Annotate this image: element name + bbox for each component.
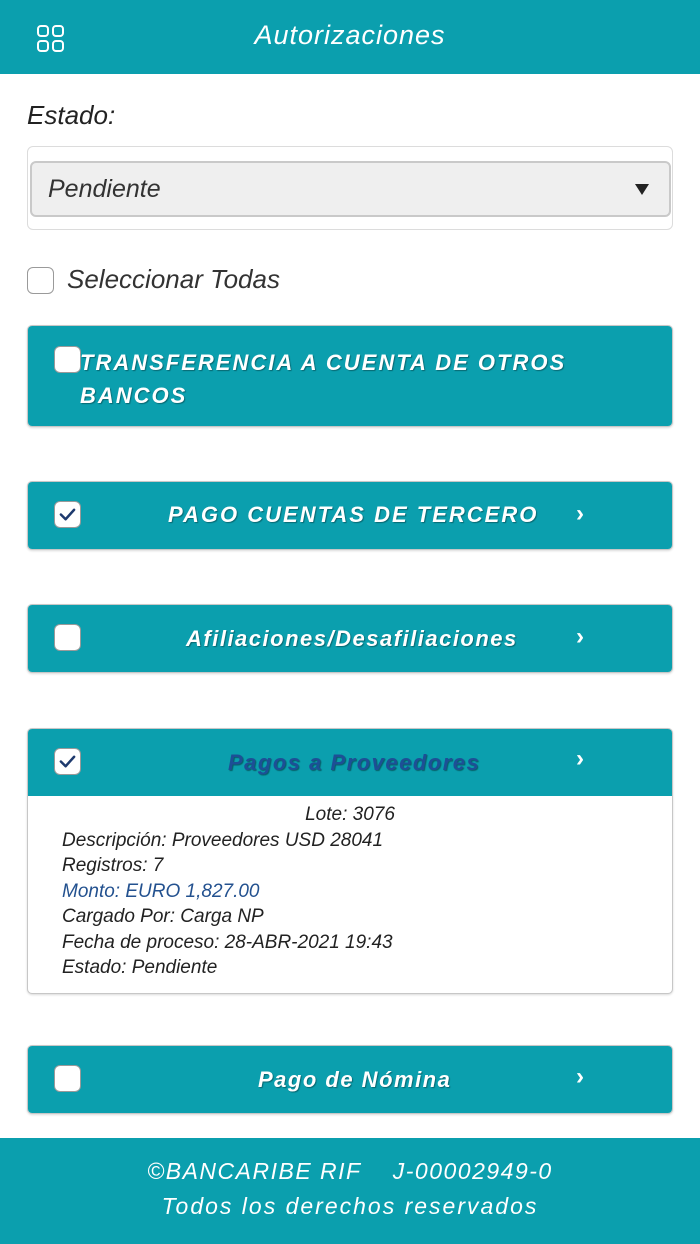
checkmark-icon: [58, 752, 77, 771]
group-checkbox-afiliaciones[interactable]: [54, 624, 81, 651]
group-header-afiliaciones[interactable]: [28, 605, 672, 672]
group-card-afiliaciones: [27, 604, 673, 673]
app-header: [0, 0, 700, 74]
chevron-right-icon[interactable]: ›: [576, 1063, 584, 1090]
lote-descripcion: Descripción: Proveedores USD 28041: [62, 829, 384, 851]
page-title: Autorizaciones: [254, 20, 446, 50]
estado-select-container: [27, 146, 673, 230]
lote-fecha: Fecha de proceso: 28-ABR-2021 19:43: [62, 931, 393, 953]
group-header-nomina[interactable]: [28, 1046, 672, 1113]
lote-registros: Registros: 7: [62, 855, 164, 876]
group-card-transferencia: [27, 325, 673, 427]
select-all-checkbox[interactable]: [27, 267, 54, 294]
estado-label: Estado:: [27, 100, 116, 130]
group-header-pago-tercero[interactable]: [28, 482, 672, 549]
group-card-pago-tercero: [27, 481, 673, 550]
group-title-transferencia: TRANSFERENCIA A CUENTA DE OTROS BANCOS: [80, 350, 567, 408]
estado-select[interactable]: [30, 161, 671, 217]
lote-cargado-por: Cargado Por: Carga NP: [62, 906, 264, 927]
group-checkbox-pago-tercero[interactable]: [54, 501, 81, 528]
chevron-right-icon[interactable]: ›: [576, 500, 584, 527]
footer-rights: Todos los derechos reservados: [161, 1193, 539, 1219]
lote-estado: Estado: Pendiente: [62, 957, 218, 978]
group-title-afiliaciones: Afiliaciones/Desafiliaciones: [186, 626, 518, 651]
group-card-proveedores: [27, 728, 673, 994]
group-checkbox-transferencia[interactable]: [54, 346, 81, 373]
select-all-label: Seleccionar Todas: [67, 264, 280, 294]
lote-details[interactable]: [28, 796, 672, 993]
group-card-nomina: [27, 1045, 673, 1114]
checkmark-icon: [58, 505, 77, 524]
lote-monto: Monto: EURO 1,827.00: [62, 880, 260, 902]
dropdown-arrow-icon: [635, 184, 649, 195]
chevron-right-icon[interactable]: ›: [576, 745, 584, 772]
group-checkbox-nomina[interactable]: [54, 1065, 81, 1092]
group-title-proveedores: Pagos a Proveedores: [228, 750, 481, 775]
group-header-transferencia[interactable]: [28, 326, 672, 426]
group-checkbox-proveedores[interactable]: [54, 748, 81, 775]
lote-number: Lote: 3076: [305, 804, 395, 825]
chevron-right-icon[interactable]: ›: [576, 623, 584, 650]
group-title-nomina: Pago de Nómina: [258, 1067, 452, 1092]
page-footer: [0, 1138, 700, 1244]
group-header-proveedores[interactable]: [28, 729, 672, 796]
group-title-pago-tercero: PAGO CUENTAS DE TERCERO: [168, 502, 539, 527]
estado-select-value: Pendiente: [48, 175, 161, 203]
footer-rif: ©BANCARIBE RIF J-00002949-0: [147, 1158, 553, 1184]
